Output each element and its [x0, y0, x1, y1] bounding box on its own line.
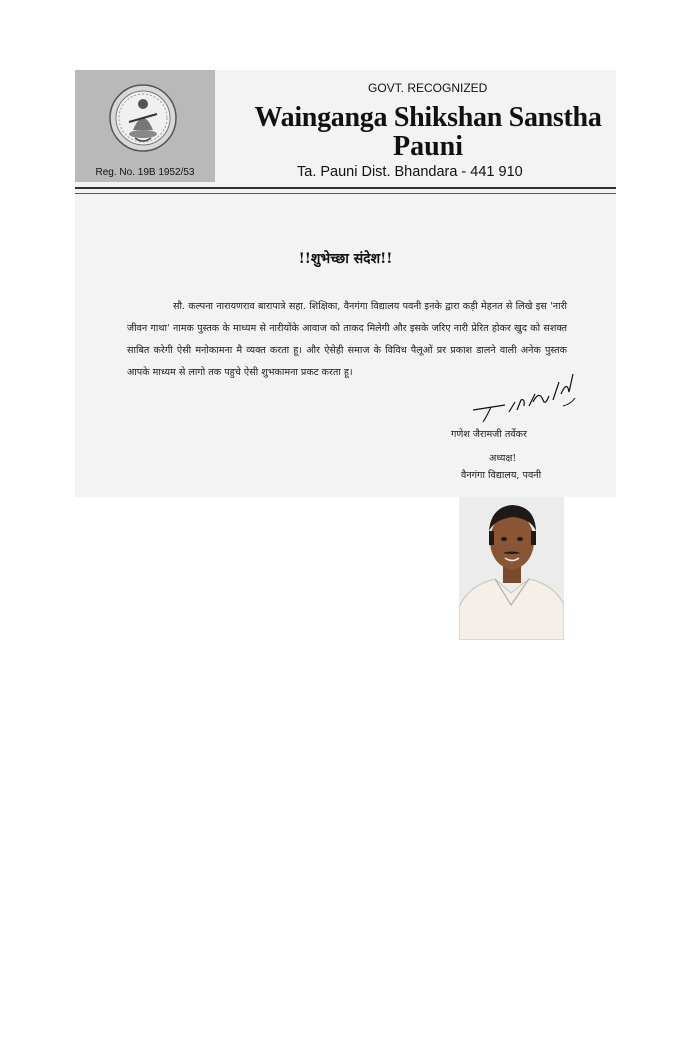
registration-number: Reg. No. 19B 1952/53: [95, 167, 195, 178]
message-heading: !!शुभेच्छा संदेश!!: [298, 251, 393, 267]
organization-city: Pauni: [392, 131, 464, 162]
header-divider-thin: [75, 193, 616, 194]
handwritten-signature: [469, 370, 579, 426]
goddess-seal-logo: [109, 84, 177, 152]
recognition-text: GOVT. RECOGNIZED: [368, 81, 488, 95]
organization-address: Ta. Pauni Dist. Bhandara - 441 910: [297, 164, 523, 180]
organization-name: Wainganga Shikshan Sanstha: [254, 102, 602, 133]
message-body: सौ. कल्पना नारायणराव बारापात्रे सहा. शिक्षिका, वैनगंगा विद्यालय पवनी इनके द्वारा कड़ी मेहनत से लिखे इस 'नारी जीवन गाथा' नामक पुस्तक के माध्यम से नारीयोंके आवाज को ताकद मिलेगी और इसके जरिए नारी प्रेरित होकर खुद को सशक्त साबित करेगी ऐसी मनोकामना मै व्यक्त करता हू। और ऐसेही समाज के विविध पैलूओं प्रर प्रकाश डालने वाली अनेक पुस्तक आपके माध्यम से लागो तक पहुचे ऐसी शुभकामना प्रकट करता हू।: [127, 301, 567, 378]
logo-box: [75, 70, 215, 182]
letter-page: [75, 70, 616, 497]
header-divider: [75, 187, 616, 189]
signatory-name: गणेश जैरामजी तर्वेकर: [451, 429, 527, 440]
signatory-school: वैनगंगा विद्यालय, पवनी: [461, 470, 542, 481]
signatory-photo: [459, 497, 564, 640]
signatory-title: अध्यक्ष!: [489, 453, 517, 464]
portrait-image: [459, 497, 564, 640]
